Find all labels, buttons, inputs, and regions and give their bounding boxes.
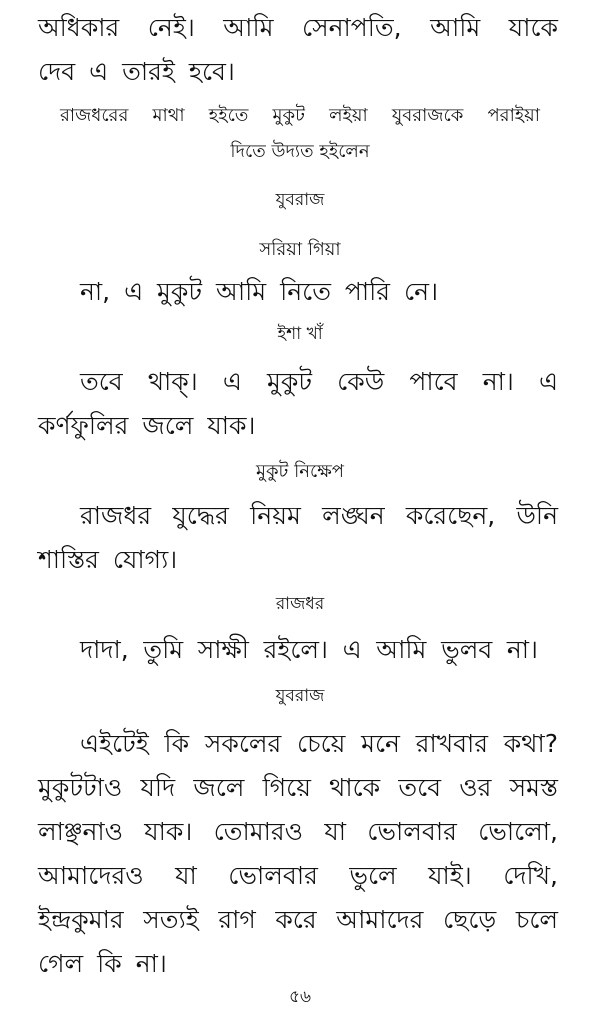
dialogue-line: গেল কি না।	[38, 949, 167, 978]
dialogue-line: এইটেই কি সকলের চেয়ে মনে রাখবার কথা?	[80, 729, 558, 758]
speaker-name: যুবরাজ	[275, 686, 325, 706]
stage-direction: রাজধরের মাথা হইতে মুকুট লইয়া যুবরাজকে পরাইয়া	[60, 105, 540, 126]
page-number: ৫৬	[288, 987, 312, 1007]
dialogue-line: ইন্দ্রকুমার সত্যই রাগ করে আমাদের ছেড়ে চলে	[38, 905, 558, 934]
dialogue-line: দাদা, তুমি সাক্ষী রইলে। এ আমি ভুলব না।	[80, 635, 538, 664]
dialogue-line: লাঞ্ছনাও যাক। তোমারও যা ভোলবার ভোলো,	[38, 817, 558, 846]
speaker-name: রাজধর	[275, 594, 325, 614]
stage-direction: দিতে উদ্যত হইলেন	[230, 141, 370, 162]
speaker-name: ইশা খাঁ	[277, 324, 323, 344]
dialogue-line: অধিকার নেই। আমি সেনাপতি, আমি যাকে	[38, 13, 558, 42]
dialogue-line: রাজধর যুদ্ধের নিয়ম লঙ্ঘন করেছেন, উনি	[80, 501, 558, 530]
dialogue-line: মুকুটটাও যদি জলে গিয়ে থাকে তবে ওর সমস্ত	[38, 773, 558, 802]
dialogue-line: দেব এ তারই হবে।	[38, 57, 235, 86]
stage-direction: মুকুট নিক্ষেপ	[255, 461, 345, 482]
dialogue-line: শাস্তির যোগ্য।	[38, 545, 178, 574]
stage-direction: সরিয়া গিয়া	[259, 239, 341, 260]
dialogue-line: না, এ মুকুট আমি নিতে পারি নে।	[80, 277, 439, 306]
dialogue-line: কর্ণফুলির জলে যাক।	[38, 411, 256, 440]
dialogue-line: আমাদেরও যা ভোলবার ভুলে যাই। দেখি,	[38, 861, 558, 890]
speaker-name: যুবরাজ	[275, 190, 325, 210]
dialogue-line: তবে থাক্। এ মুকুট কেউ পাবে না। এ	[80, 367, 558, 396]
